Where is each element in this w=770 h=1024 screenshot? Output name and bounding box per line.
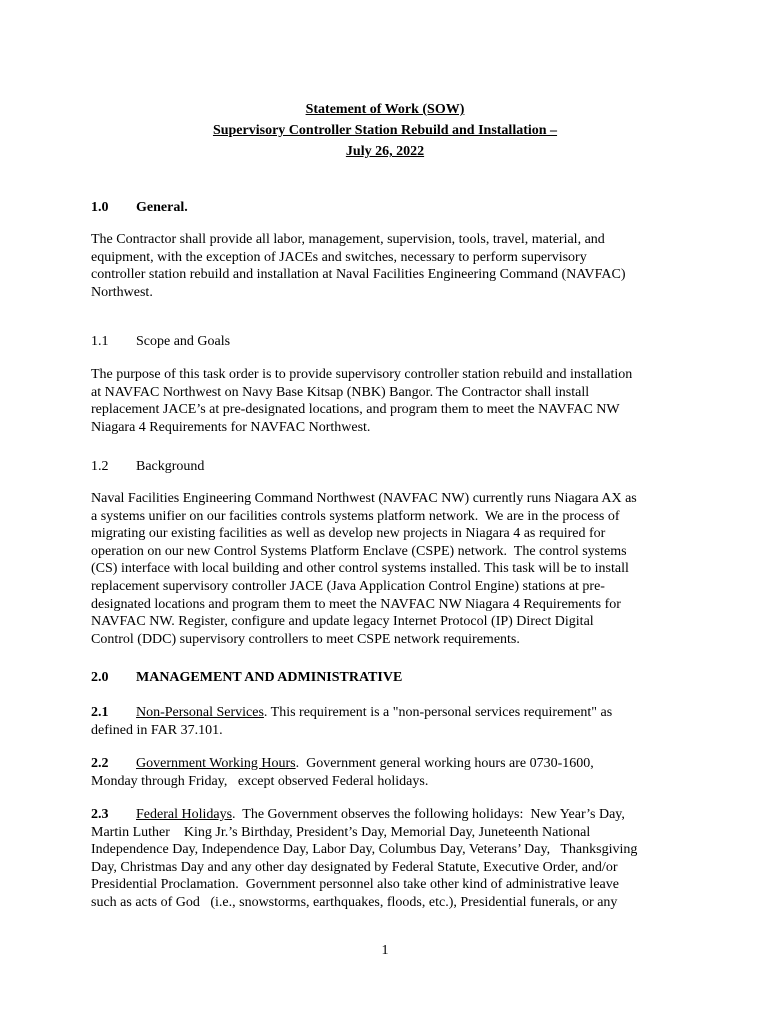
section-number: 2.1: [91, 705, 109, 720]
paragraph-line: (CS) interface with local building and other control systems installed. This task will be to install: [91, 561, 629, 577]
section-1-0-paragraph: [91, 231, 681, 301]
section-title: Scope and Goals: [136, 334, 231, 349]
paragraph-text: . Government general working hours are 0730-1600,: [295, 756, 594, 771]
paragraph-line: The Contractor shall provide all labor, management, supervision, tools, travel, material, and: [91, 232, 605, 247]
paragraph-line: defined in FAR 37.101.: [91, 722, 223, 738]
section-label: Government Working Hours: [136, 756, 296, 771]
paragraph-line: [91, 806, 681, 824]
section-title: General.: [136, 200, 188, 215]
section-label: Non-Personal Services: [136, 705, 264, 720]
paragraph-line: replacement supervisory controller JACE (Java Application Control Engine) stations at pre-: [91, 578, 605, 594]
paragraph-line: Martin Luther King Jr.’s Birthday, President’s Day, Memorial Day, Juneteenth National: [91, 824, 591, 840]
section-1-2-paragraph: [91, 490, 681, 648]
section-title: MANAGEMENT AND ADMINISTRATIVE: [136, 670, 403, 685]
section-number: 1.1: [91, 334, 109, 349]
paragraph-line: Presidential Proclamation. Government personnel also take other kind of administrative leave: [91, 877, 619, 893]
section-number: 2.0: [91, 670, 109, 685]
paragraph-line: replacement JACE’s at pre-designated locations, and program them to meet the NAVFAC NW: [91, 402, 620, 418]
paragraph-line: Naval Facilities Engineering Command Northwest (NAVFAC NW) currently runs Niagara AX as: [91, 491, 637, 506]
section-1-1-paragraph: [91, 366, 681, 436]
paragraph-line: designated locations and program them to meet the NAVFAC NW Niagara 4 Requirements for: [91, 596, 621, 612]
paragraph-line: Control (DDC) supervisory controllers to meet CSPE network requirements.: [91, 631, 520, 647]
section-number: 1.0: [91, 200, 109, 215]
section-label: Federal Holidays: [136, 807, 233, 822]
section-number: 2.3: [91, 807, 109, 822]
paragraph-line: Niagara 4 Requirements for NAVFAC Northwest.: [91, 419, 371, 435]
paragraph-line: Northwest.: [91, 284, 153, 300]
document-title: [0, 99, 770, 162]
paragraph-line: Independence Day, Independence Day, Labor Day, Columbus Day, Veterans’ Day, Thanksgiving: [91, 842, 638, 858]
paragraph-line: controller station rebuild and installation at Naval Facilities Engineering Command (NAVFAC): [91, 267, 626, 283]
paragraph-line: equipment, with the exception of JACEs and switches, necessary to perform supervisory: [91, 249, 587, 265]
paragraph-line: a systems unifier on our facilities controls systems platform network. We are in the process of: [91, 508, 620, 524]
paragraph-line: The purpose of this task order is to provide supervisory controller station rebuild and installation: [91, 367, 633, 382]
title-line-2: Supervisory Controller Station Rebuild and Installation –: [212, 123, 558, 138]
section-number: 1.2: [91, 459, 109, 474]
section-1-2-heading: [91, 458, 204, 476]
section-1-0-heading: [91, 199, 188, 217]
section-2-0-heading: [91, 669, 402, 687]
paragraph-line: such as acts of God (i.e., snowstorms, earthquakes, floods, etc.), Presidential funerals, or any: [91, 894, 618, 910]
section-number: 2.2: [91, 756, 109, 771]
page-number: 1: [381, 943, 389, 958]
paragraph-text: . The Government observes the following holidays: New Year’s Day,: [232, 807, 625, 822]
section-2-3-paragraph: [91, 806, 681, 912]
paragraph-line: migrating our existing facilities as well as develop new projects in Niagara 4 as required for: [91, 526, 606, 542]
section-2-2-paragraph: [91, 755, 681, 790]
title-line-3: July 26, 2022: [345, 144, 425, 159]
section-2-1-paragraph: [91, 704, 681, 739]
paragraph-line: [91, 755, 681, 773]
paragraph-line: [91, 704, 681, 722]
section-title: Background: [136, 459, 205, 474]
paragraph-line: NAVFAC NW. Register, configure and update legacy Internet Protocol (IP) Direct Digital: [91, 614, 594, 630]
section-1-1-heading: [91, 333, 230, 351]
paragraph-line: Day, Christmas Day and any other day designated by Federal Statute, Executive Order, and/or: [91, 859, 618, 875]
paragraph-line: at NAVFAC Northwest on Navy Base Kitsap (NBK) Bangor. The Contractor shall install: [91, 384, 590, 400]
title-line-1: Statement of Work (SOW): [305, 102, 465, 117]
paragraph-text: . This requirement is a "non-personal services requirement" as: [263, 705, 613, 720]
paragraph-line: operation on our new Control Systems Platform Enclave (CSPE) network. The control systems: [91, 543, 627, 559]
paragraph-line: Monday through Friday, except observed Federal holidays.: [91, 773, 429, 789]
